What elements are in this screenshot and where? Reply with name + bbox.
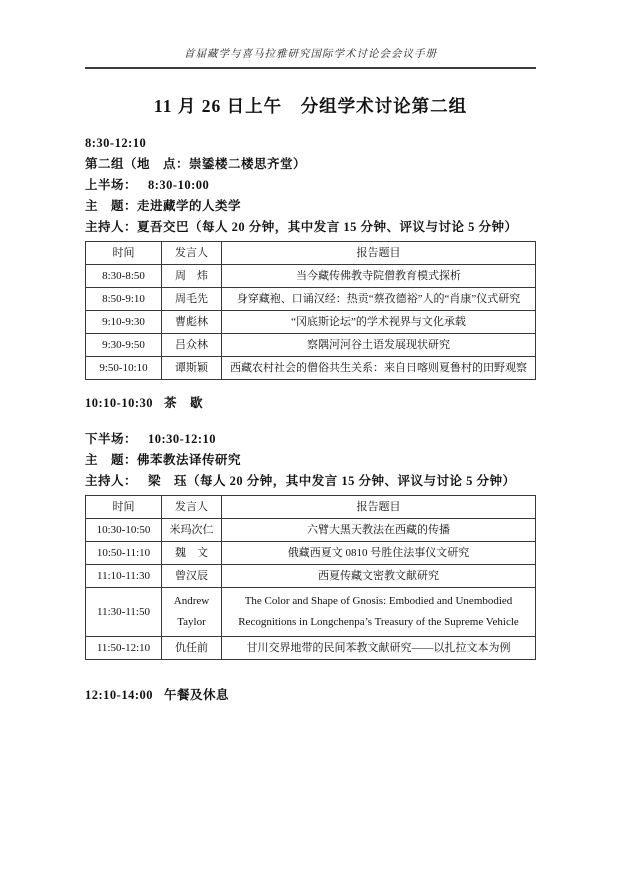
- table-row: [86, 334, 536, 357]
- cell-speaker: 仇任前: [162, 637, 222, 660]
- cell-speaker: 魏 文: [162, 542, 222, 565]
- session-time-range: 8:30-12:10: [85, 136, 147, 150]
- cell-time: 8:30-8:50: [86, 265, 162, 288]
- lunch-line: [85, 688, 536, 702]
- tea-break-time: 10:10-10:30: [85, 396, 153, 410]
- lunch-label: 午餐及休息: [164, 688, 230, 702]
- cell-time: 8:50-9:10: [86, 288, 162, 311]
- table-row: [86, 265, 536, 288]
- cell-time: 10:30-10:50: [86, 519, 162, 542]
- first-half-chair-line: [85, 220, 536, 234]
- table-row: [86, 565, 536, 588]
- group-location-line: 第二组（地 点：崇鋈楼二楼思齐堂）: [85, 157, 307, 171]
- cell-title: “冈底斯论坛”的学术视界与文化承载: [222, 311, 536, 334]
- tea-break-line: [85, 396, 536, 410]
- second-half-schedule-table: [85, 495, 536, 660]
- col-header-speaker: 发言人: [162, 496, 222, 519]
- cell-speaker: 周毛先: [162, 288, 222, 311]
- topic-label: 主 题：: [85, 199, 138, 213]
- table-header-row: [86, 496, 536, 519]
- cell-time: 9:50-10:10: [86, 357, 162, 380]
- second-half-line: [85, 432, 536, 446]
- first-half-line: [85, 178, 536, 192]
- cell-speaker: 吕众林: [162, 334, 222, 357]
- cell-speaker: 周 炜: [162, 265, 222, 288]
- table-row: [86, 519, 536, 542]
- first-half-label: 上半场：: [85, 178, 138, 192]
- cell-time: 11:50-12:10: [86, 637, 162, 660]
- cell-time: 11:30-11:50: [86, 588, 162, 637]
- col-header-title: 报告题目: [222, 496, 536, 519]
- table-row: [86, 357, 536, 380]
- chair-label: 主持人：: [85, 220, 138, 234]
- second-half-topic: 佛苯教法译传研究: [137, 453, 242, 467]
- booklet-header-title: 首届藏学与喜马拉雅研究国际学术讨论会会议手册: [85, 46, 536, 69]
- col-header-time: 时间: [86, 496, 162, 519]
- cell-title: 俄藏西夏文 0810 号胜住法事仪文研究: [222, 542, 536, 565]
- cell-time: 11:10-11:30: [86, 565, 162, 588]
- cell-speaker: 曾汉辰: [162, 565, 222, 588]
- cell-title: 西夏传藏文密教文献研究: [222, 565, 536, 588]
- cell-title: 当今藏传佛教寺院僧教育模式探析: [222, 265, 536, 288]
- first-half-topic: 走进藏学的人类学: [137, 199, 242, 213]
- page-title: 11 月 26 日上午 分组学术讨论第二组: [153, 96, 468, 116]
- table-row: [86, 288, 536, 311]
- cell-speaker: Andrew Taylor: [162, 588, 222, 637]
- table-row: [86, 542, 536, 565]
- second-half-chair-line: [85, 474, 536, 488]
- table-row: [86, 637, 536, 660]
- cell-title: The Color and Shape of Gnosis: Embodied and Unembodied Recognitions in Longchenpa’s Treasury of the Supreme Vehicle: [222, 588, 536, 637]
- first-half-topic-line: [85, 199, 536, 213]
- cell-time: 9:10-9:30: [86, 311, 162, 334]
- cell-speaker: 谭斯颖: [162, 357, 222, 380]
- col-header-speaker: 发言人: [162, 242, 222, 265]
- cell-title: 六臂大黑天教法在西藏的传播: [222, 519, 536, 542]
- table-row: [86, 311, 536, 334]
- col-header-title: 报告题目: [222, 242, 536, 265]
- cell-title: 西藏农村社会的僧俗共生关系：来自日喀则夏鲁村的田野观察: [222, 357, 536, 380]
- second-half-topic-line: [85, 453, 536, 467]
- chair-label: 主持人：: [85, 474, 138, 488]
- session-info-block: [85, 136, 536, 234]
- second-half-label: 下半场：: [85, 432, 138, 446]
- cell-title: 身穿藏袍、口诵汉经：热贡“蔡孜德裕”人的“肖康”仪式研究: [222, 288, 536, 311]
- cell-time: 9:30-9:50: [86, 334, 162, 357]
- topic-label: 主 题：: [85, 453, 138, 467]
- table-row: [86, 588, 536, 637]
- tea-break-label: 茶 歇: [164, 396, 204, 410]
- cell-speaker: 曹彪林: [162, 311, 222, 334]
- cell-title: 察隅河河谷土语发展现状研究: [222, 334, 536, 357]
- cell-time: 10:50-11:10: [86, 542, 162, 565]
- lunch-time: 12:10-14:00: [85, 688, 153, 702]
- first-half-chair: 夏吾交巴（每人 20 分钟，其中发言 15 分钟、评议与讨论 5 分钟）: [137, 220, 518, 234]
- cell-speaker: 米玛次仁: [162, 519, 222, 542]
- second-half-info-block: [85, 432, 536, 488]
- second-half-chair: 梁 珏（每人 20 分钟，其中发言 15 分钟、评议与讨论 5 分钟）: [148, 474, 516, 488]
- col-header-time: 时间: [86, 242, 162, 265]
- first-half-schedule-table: [85, 241, 536, 380]
- cell-title: 甘川交界地带的民间苯教文献研究——以扎拉文本为例: [222, 637, 536, 660]
- first-half-time: 8:30-10:00: [148, 178, 210, 192]
- table-header-row: [86, 242, 536, 265]
- second-half-time: 10:30-12:10: [148, 432, 217, 446]
